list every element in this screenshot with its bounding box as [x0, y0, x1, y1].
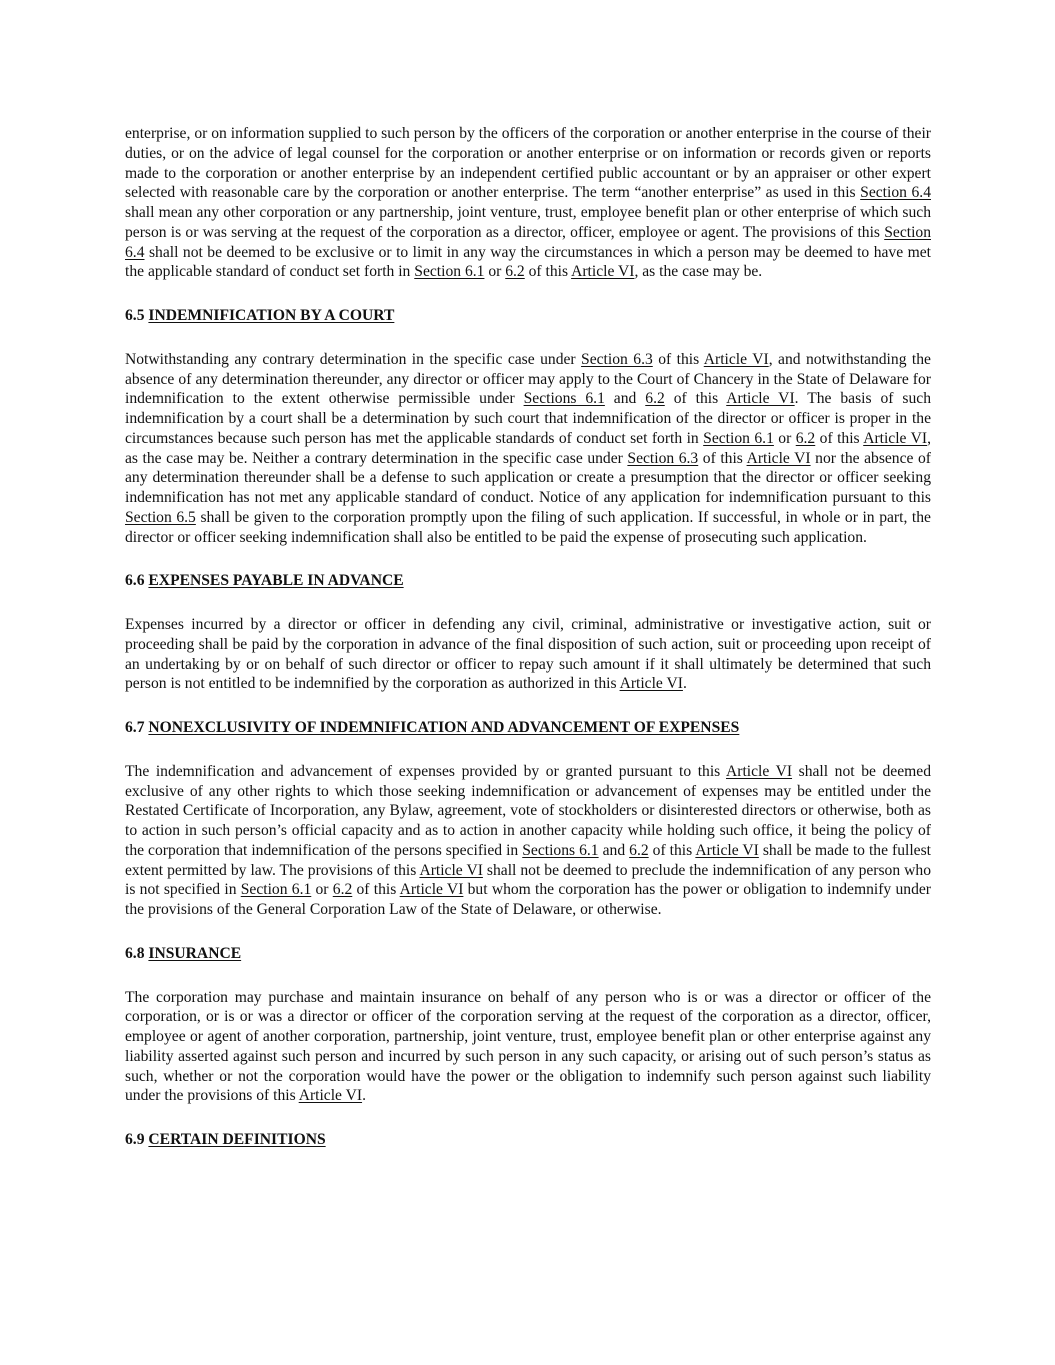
- cross-reference-link[interactable]: Article VI: [746, 449, 811, 467]
- heading-6-7: [125, 718, 931, 738]
- cross-reference-link[interactable]: 6.2: [795, 429, 816, 447]
- cross-reference-link[interactable]: Article VI: [863, 429, 928, 447]
- cross-reference-link[interactable]: Article VI: [419, 861, 483, 879]
- cross-reference-link[interactable]: Sections 6.1: [523, 390, 605, 408]
- heading-6-6: [125, 571, 931, 591]
- section-number: 6.6: [125, 572, 145, 590]
- cross-reference-link[interactable]: Article VI: [703, 350, 769, 368]
- paragraph-6-8: The corporation may purchase and maintain insurance on behalf of any person who is or was a director or officer of the corporation, or is or was a director or officer of the corporation serving at the request of the corporation as a director, officer, employee or agent of another corporation, partnership, joint venture, trust, employee benefit plan or other enterprise against any liability asserted against such person and incurred by such person in any such capacity, or arising out of such person’s status as such, whether or not the corporation would have the power or the obligation to indemnify such person against such liability under the provisions of this Article VI.: [125, 988, 931, 1105]
- cross-reference-link[interactable]: Section 6.4: [860, 184, 931, 202]
- cross-reference-link[interactable]: 6.2: [332, 881, 353, 899]
- section-number: 6.7: [125, 719, 145, 736]
- cross-reference-link[interactable]: Section 6.4: [125, 223, 931, 261]
- heading-6-8: [125, 944, 931, 964]
- section-title: CERTAIN DEFINITIONS: [148, 1131, 326, 1148]
- section-title: INDEMNIFICATION BY A COURT: [148, 307, 395, 324]
- cross-reference-link[interactable]: Section 6.3: [581, 350, 653, 368]
- cross-reference-link[interactable]: Section 6.1: [414, 263, 485, 281]
- cross-reference-link[interactable]: Section 6.5: [125, 508, 196, 526]
- heading-6-9: [125, 1130, 931, 1150]
- cross-reference-link[interactable]: Article VI: [298, 1087, 363, 1105]
- section-title: INSURANCE: [148, 944, 242, 962]
- paragraph-6-4-continued: enterprise, or on information supplied to such person by the officers of the corporation or another enterprise in the course of their duties, or on the advice of legal counsel for the corporation or another enterprise or on information or records given or reports made to the corporation or another enterprise by an independent certified public accountant or by an appraiser or other expert selected with reasonable care by the corporation or another enterprise. The term “another enterprise” as used in this Section 6.4 shall mean any other corporation or any partnership, joint venture, trust, employee benefit plan or other enterprise of which such person is or was serving at the request of the corporation as a director, officer, employee or agent. The provisions of this Section 6.4 shall not be deemed to be exclusive or to limit in any way the circumstances in which a person may be deemed to have met the applicable standard of conduct set forth in Section 6.1 or 6.2 of this Article VI, as the case may be.: [125, 125, 931, 281]
- section-number: 6.5: [125, 307, 145, 324]
- cross-reference-link[interactable]: Article VI: [571, 263, 635, 281]
- cross-reference-link[interactable]: Article VI: [726, 390, 795, 408]
- cross-reference-link[interactable]: Section 6.3: [627, 449, 699, 467]
- cross-reference-link[interactable]: Article VI: [619, 675, 683, 693]
- cross-reference-link[interactable]: 6.2: [629, 841, 649, 859]
- cross-reference-link[interactable]: Sections 6.1: [522, 841, 599, 859]
- paragraph-6-7: The indemnification and advancement of expenses provided by or granted pursuant to this Article VI shall not be deemed exclusive of any other rights to which those seeking indemnification or advancement of expenses may be entitled under the Restated Certificate of Incorporation, any Bylaw, agreement, vote of stockholders or disinterested directors or otherwise, both as to action in such person’s official capacity and as to action in another capacity while holding such office, it being the policy of the corporation that indemnification of the persons specified in Sections 6.1 and 6.2 of this Article VI shall be made to the fullest extent permitted by law. The provisions of this Article VI shall not be deemed to preclude the indemnification of any person who is not specified in Section 6.1 or 6.2 of this Article VI but whom the corporation has the power or obligation to indemnify under the provisions of the General Corporation Law of the State of Delaware, or otherwise.: [125, 762, 932, 918]
- cross-reference-link[interactable]: Section 6.1: [703, 429, 774, 447]
- cross-reference-link[interactable]: 6.2: [505, 263, 525, 281]
- section-number: 6.9: [125, 1131, 145, 1148]
- paragraph-6-6: Expenses incurred by a director or officer in defending any civil, criminal, administrative or investigative action, suit or proceeding shall be paid by the corporation in advance of the final disposition of such action, suit or proceeding upon receipt of an undertaking by or on behalf of such director or officer to repay such amount if it shall ultimately be determined that such person is not entitled to be indemnified by the corporation as authorized in this Article VI.: [125, 616, 931, 693]
- cross-reference-link[interactable]: Article VI: [725, 762, 793, 780]
- section-title: NONEXCLUSIVITY OF INDEMNIFICATION AND ADVANCEMENT OF EXPENSES: [148, 719, 740, 736]
- heading-6-5: [125, 306, 931, 326]
- cross-reference-link[interactable]: Article VI: [399, 881, 464, 899]
- cross-reference-link[interactable]: Article VI: [695, 841, 759, 859]
- document-page: [125, 124, 931, 1150]
- section-title: EXPENSES PAYABLE IN ADVANCE: [148, 572, 404, 590]
- cross-reference-link[interactable]: Section 6.1: [240, 881, 312, 899]
- cross-reference-link[interactable]: 6.2: [645, 390, 665, 408]
- section-number: 6.8: [125, 944, 145, 962]
- paragraph-6-5: Notwithstanding any contrary determination in the specific case under Section 6.3 of this Article VI, and notwithstanding the absence of any determination thereunder, any director or officer may apply to the Court of Chancery in the State of Delaware for indemnification to the extent otherwise permissible under Sections 6.1 and 6.2 of this Article VI. The basis of such indemnification by a court shall be a determination by such court that indemnification of the director or officer is proper in the circumstances because such person has met the applicable standards of conduct set forth in Section 6.1 or 6.2 of this Article VI, as the case may be. Neither a contrary determination in the specific case under Section 6.3 of this Article VI nor the absence of any determination thereunder shall be a defense to such application or create a presumption that the director or officer seeking indemnification has not met any applicable standard of conduct. Notice of any application for indemnification pursuant to this Section 6.5 shall be given to the corporation promptly upon the filing of such application. If successful, in whole or in part, the director or officer seeking indemnification shall also be entitled to be paid the expense of prosecuting such application.: [125, 350, 932, 546]
